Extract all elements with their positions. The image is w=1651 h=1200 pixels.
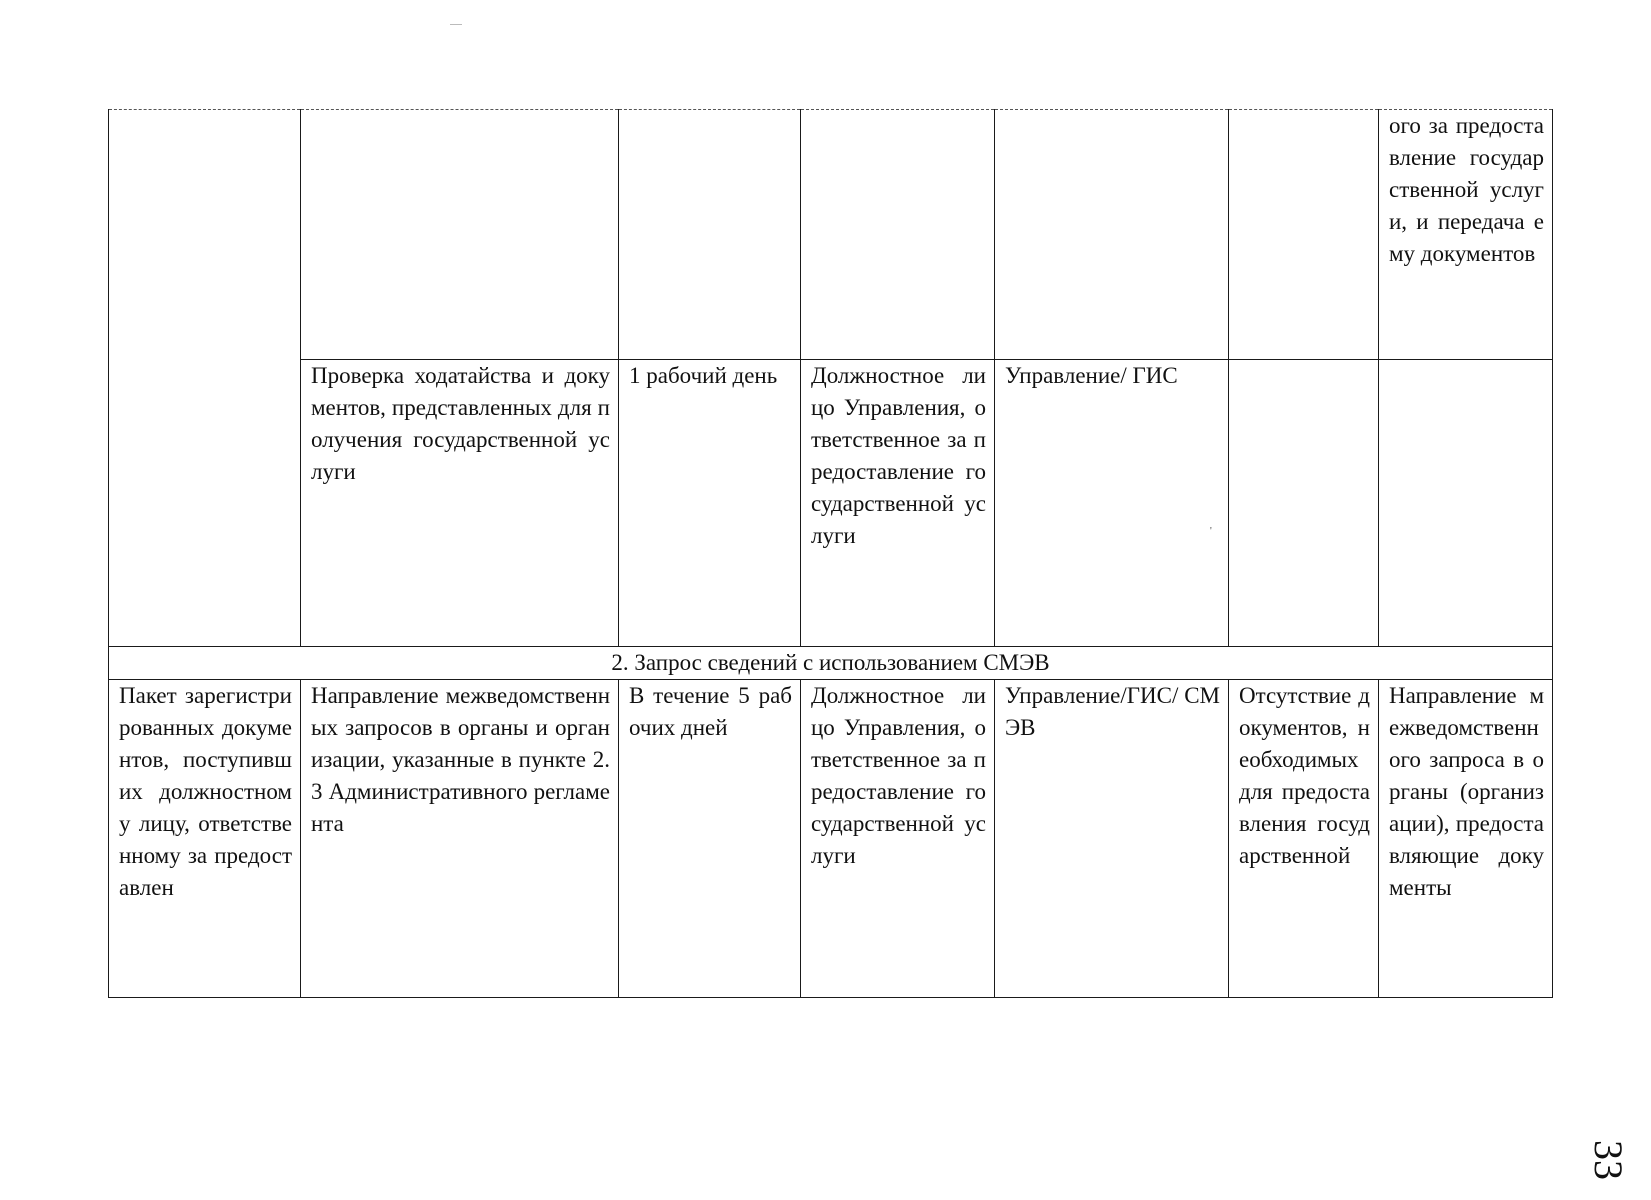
procedure-table <box>108 109 1553 998</box>
table-cell-criteria: Отсутствие документов, необходимых для предоставления государственной <box>1229 680 1379 998</box>
table-cell-empty <box>301 110 619 360</box>
table-cell-empty <box>619 110 801 360</box>
table-cell-responsible-transfer: ого за предоставление государственной услуги, и передача ему документов <box>1379 110 1553 360</box>
page-number: 33 <box>1586 1140 1631 1180</box>
table-row <box>109 360 1553 647</box>
table-cell-official: Должностное лицо Управления, ответственное за предоставление государственной услуги <box>801 680 995 998</box>
table-cell-action: Направление межведомственных запросов в органы и организации, указанные в пункте 2.3 Административного регламента <box>301 680 619 998</box>
table-cell-duration: 1 рабочий день <box>619 360 801 647</box>
table-cell-empty <box>109 110 301 647</box>
table-cell-duration: В течение 5 рабочих дней <box>619 680 801 998</box>
scan-speck: ' <box>1210 526 1212 537</box>
table-cell-empty <box>995 110 1229 360</box>
section-header-row <box>109 647 1553 680</box>
table-cell-resources: Управление/ ГИС <box>995 360 1229 647</box>
table-cell-empty <box>1229 110 1379 360</box>
table-cell-empty <box>801 110 995 360</box>
table-cell-empty <box>1229 360 1379 647</box>
table-row <box>109 680 1553 998</box>
table-cell-official: Должностное лицо Управления, ответственное за предоставление государственной услуги <box>801 360 995 647</box>
section-header: 2. Запрос сведений с использованием СМЭВ <box>109 647 1553 680</box>
table-cell-action: Проверка ходатайства и документов, представленных для получения государственной услуги <box>301 360 619 647</box>
table-cell-empty <box>1379 360 1553 647</box>
table-row <box>109 110 1553 360</box>
table-cell-basis: Пакет зарегистрированных документов, поступивших должностному лицу, ответственному за предоставлен <box>109 680 301 998</box>
table-cell-result: Направление межведомственного запроса в органы (организации), предоставляющие документы <box>1379 680 1553 998</box>
scan-artifact-line <box>450 24 462 25</box>
table-cell-resources: Управление/ГИС/ СМЭВ <box>995 680 1229 998</box>
